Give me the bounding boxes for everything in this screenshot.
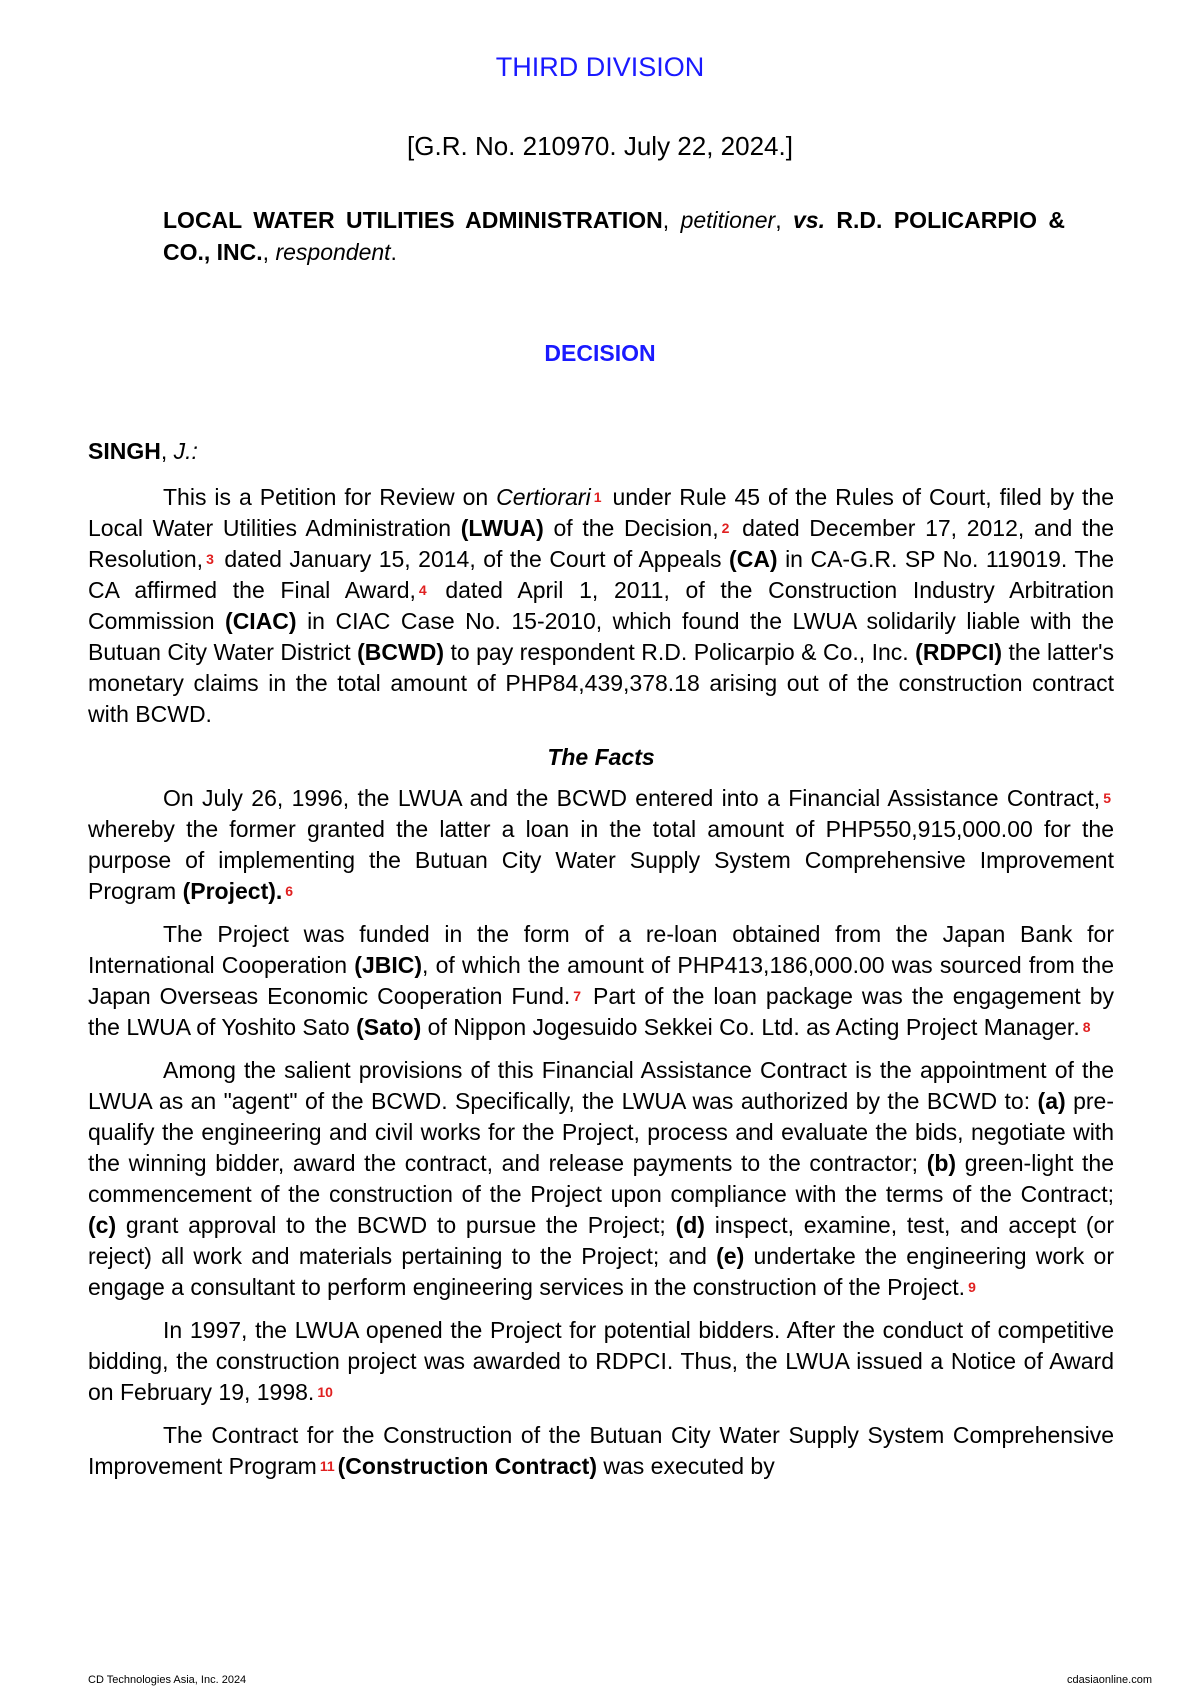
paragraph-1: This is a Petition for Review on Certiorari $^1$ under Rule 45 of the Rules of Court, filed by the Local Water Utilities Administration (LWUA) of the Decision, $^2$ dated December 17, 2012, and the Resolution, $^3$ dated January 15, 2014, of the Court of Appeals (CA) in CA-G.R. SP No. 119019. The CA affirmed the Final Award, $^4$ dated April 1, 2011, of the Construction Industry Arbitration Commission (CIAC) in CIAC Case No. 15-2010, which found the LWUA solidarily liable with the Butuan City Water District (BCWD) to pay respondent R.D. Policarpio & Co., Inc. (RDPCI) the latter's monetary claims in the total amount of PHP84,439,378.18 arising out of the construction contract with BCWD.: [88, 484, 1114, 727]
paragraph-5: In 1997, the LWUA opened the Project for potential bidders. After the conduct of competitive bidding, the construction project was awarded to RDPCI. Thus, the LWUA issued a Notice of Award on February 19, 1998. $^{10}$: [88, 1317, 1114, 1405]
footer-copyright: CD Technologies Asia, Inc. 2024: [88, 1674, 247, 1686]
petitioner-name: LOCAL WATER UTILITIES ADMINISTRATION: [163, 207, 663, 233]
decision-body: [88, 436, 1114, 1494]
respondent-role: respondent: [275, 239, 391, 265]
ponente-name: SINGH: [88, 438, 161, 464]
footnote-link-5[interactable]: 5: [1103, 790, 1111, 806]
ponente: SINGH, J.:: [88, 438, 198, 464]
case-number: [G.R. No. 210970. July 22, 2024.]: [407, 131, 793, 161]
case-parties: LOCAL WATER UTILITIES ADMINISTRATION, petitioner, vs. R.D. POLICARPIO & CO., INC., respondent.: [163, 207, 1065, 265]
footnote-link-1[interactable]: 1: [593, 489, 602, 505]
decision-title: DECISION: [544, 340, 656, 366]
petitioner-role: petitioner: [680, 207, 776, 233]
respondent-name: R.D. POLICARPIO & CO., INC.: [163, 207, 1065, 265]
division-heading: THIRD DIVISION: [495, 52, 705, 82]
footnote-link-4[interactable]: 4: [418, 582, 427, 598]
paragraph-2: On July 26, 1996, the LWUA and the BCWD entered into a Financial Assistance Contract, $^5$ whereby the former granted the latter a loan in the total amount of PHP550,915,000.00 for the purpose of implementing the Butuan City Water Supply System Comprehensive Improvement Program (Project). $^6$: [88, 785, 1114, 904]
paragraph-4: Among the salient provisions of this Financial Assistance Contract is the appointment of the LWUA as an "agent" of the BCWD. Specifically, the LWUA was authorized by the BCWD to: (a) pre-qualify the engineering and civil works for the Project, process and evaluate the bids, negotiate with the winning bidder, award the contract, and release payments to the contractor; (b) green-light the commencement of the construction of the Project upon compliance with the terms of the Contract; (c) grant approval to the BCWD to pursue the Project; (d) inspect, examine, test, and accept (or reject) all work and materials pertaining to the Project; and (e) undertake the engineering work or engage a consultant to perform engineering services in the construction of the Project. $^9$: [88, 1057, 1114, 1300]
footnote-link-8[interactable]: 8: [1082, 1019, 1091, 1035]
footnote-link-10[interactable]: 10: [317, 1384, 333, 1400]
footnote-link-2[interactable]: 2: [721, 520, 730, 536]
footnote-link-11[interactable]: 11: [319, 1458, 335, 1474]
footnote-link-6[interactable]: 6: [285, 883, 294, 899]
footer-site: cdasiaonline.com: [1067, 1674, 1152, 1686]
paragraph-6: The Contract for the Construction of the Butuan City Water Supply System Comprehensive Improvement Program $^{11}$ (Construction Contract) was executed by: [88, 1422, 1114, 1479]
footnote-link-3[interactable]: 3: [206, 551, 214, 567]
footnote-link-9[interactable]: 9: [968, 1279, 976, 1295]
paragraph-3: The Project was funded in the form of a re-loan obtained from the Japan Bank for International Cooperation (JBIC), of which the amount of PHP413,186,000.00 was sourced from the Japan Overseas Economic Cooperation Fund. $^7$ Part of the loan package was the engagement by the LWUA of Yoshito Sato (Sato) of Nippon Jogesuido Sekkei Co. Ltd. as Acting Project Manager. $^8$: [88, 921, 1114, 1040]
footnote-link-7[interactable]: 7: [573, 988, 582, 1004]
ponente-title: J.:: [173, 438, 198, 464]
facts-heading: The Facts: [547, 744, 655, 770]
versus: vs.: [793, 207, 825, 233]
